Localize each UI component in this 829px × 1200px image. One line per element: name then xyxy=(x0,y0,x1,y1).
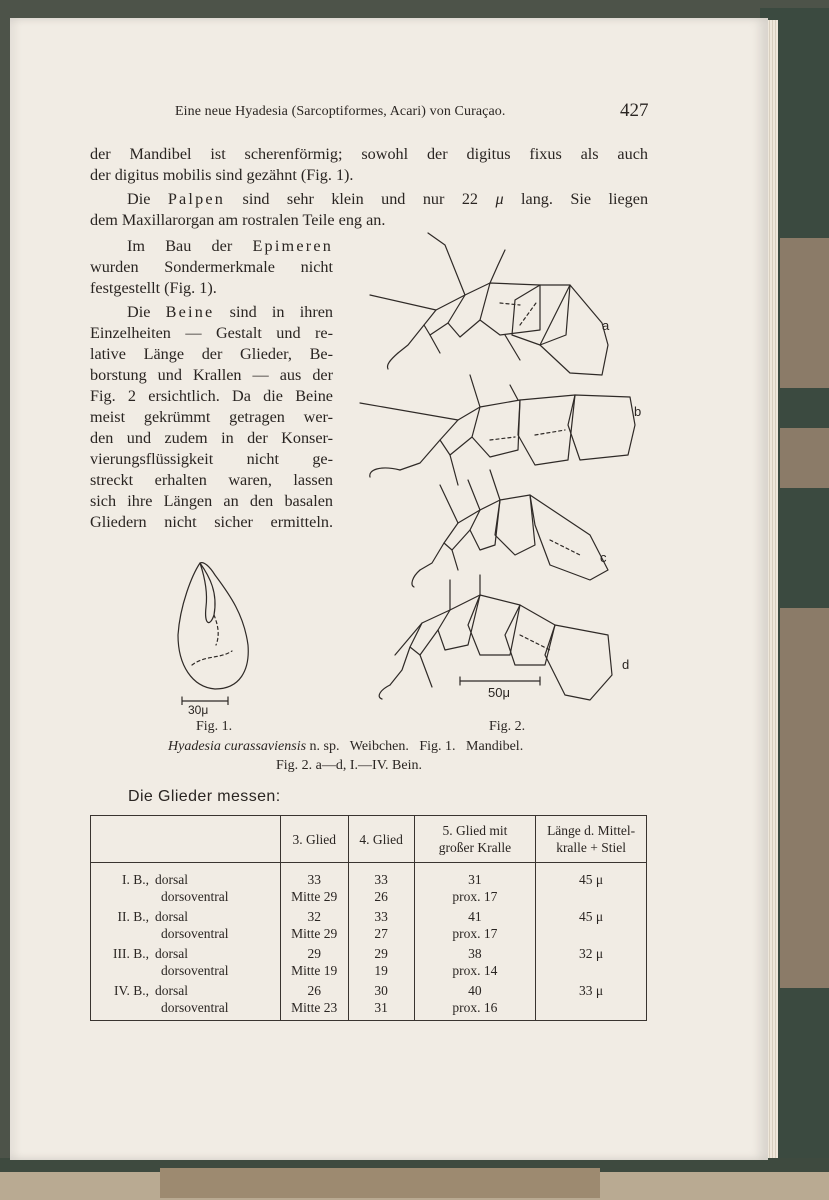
text-line: sich ihre Längen an den basalen xyxy=(90,492,333,510)
table-row xyxy=(91,925,647,942)
table-row xyxy=(91,942,647,962)
text-line xyxy=(90,236,333,257)
cell-glied-4: 31 xyxy=(348,999,414,1021)
table-row xyxy=(91,888,647,905)
leg-number: III. B., xyxy=(113,946,149,961)
scale-label-50: 50μ xyxy=(488,685,510,700)
text-line: wurden Sondermerkmale nicht xyxy=(90,258,333,276)
leg-label-cell xyxy=(91,979,281,999)
text-line: Gliedern nicht sicher ermitteln. xyxy=(90,513,333,531)
text-line: meist gekrümmt getragen wer- xyxy=(90,408,333,426)
term-palpen: Palpen xyxy=(167,190,226,208)
header-glied-5: 5. Glied mit großer Kralle xyxy=(414,816,536,863)
text-line: lative Länge der Glieder, Be- xyxy=(90,345,333,363)
leg-label-cell xyxy=(91,863,281,889)
cell-glied-5: 38 xyxy=(414,942,536,962)
leg-label-cell xyxy=(91,942,281,962)
term-beine: Beine xyxy=(165,303,215,321)
table-row xyxy=(91,863,647,889)
cell-glied-3: 33 xyxy=(280,863,348,889)
cell-glied-3: Mitte 23 xyxy=(280,999,348,1021)
leg-number: IV. B., xyxy=(113,983,149,998)
cell-glied-3: Mitte 29 xyxy=(280,925,348,942)
text-word: Im Bau der xyxy=(127,237,233,255)
running-title: Eine neue Hyadesia (Sarcoptiformes, Acari) von Curaçao. xyxy=(175,104,506,119)
row-label-dorsoventral: dorsoventral xyxy=(161,963,229,978)
figure-caption-line1 xyxy=(168,739,523,755)
book-bottom-edge xyxy=(0,1158,829,1200)
term-epimeren: Epimeren xyxy=(252,237,333,255)
cover-wear xyxy=(780,238,829,388)
row-label-dorsal: dorsal xyxy=(155,946,188,961)
cover-wear xyxy=(780,428,829,488)
row-label-dorsoventral: dorsoventral xyxy=(161,889,229,904)
cover-wear xyxy=(160,1168,600,1198)
header-claw-length: Länge d. Mittel- kralle + Stiel xyxy=(536,816,647,863)
text-word: sind in ihren xyxy=(229,303,334,321)
text-line: festgestellt (Fig. 1). xyxy=(90,279,217,297)
leg-label-d: d xyxy=(622,657,630,672)
species-name: Hyadesia curassaviensis xyxy=(168,739,307,754)
cell-glied-5: prox. 17 xyxy=(414,888,536,905)
leg-number: II. B., xyxy=(117,909,149,924)
measurement-table xyxy=(90,815,647,1021)
leg-label-cell xyxy=(91,962,281,979)
leg-label-cell xyxy=(91,905,281,925)
figure-caption-line2: Fig. 2. a—d, I.—IV. Bein. xyxy=(276,758,422,773)
figure-2-legs xyxy=(340,225,650,715)
leg-label-cell xyxy=(91,999,281,1021)
text-word: lang. Sie liegen xyxy=(521,190,649,208)
fig2-label: Fig. 2. xyxy=(489,719,526,734)
cell-glied-5: 40 xyxy=(414,979,536,999)
text-line xyxy=(90,302,333,323)
caption-text: n. sp. Weibchen. Fig. 1. Mandibel. xyxy=(309,739,524,754)
cell-glied-3: 26 xyxy=(280,979,348,999)
row-label-dorsoventral: dorsoventral xyxy=(161,926,229,941)
scale-bar-50 xyxy=(460,677,540,685)
page-number: 427 xyxy=(620,100,649,121)
row-label-dorsal: dorsal xyxy=(155,909,188,924)
table-row xyxy=(91,999,647,1021)
cell-glied-3: 32 xyxy=(280,905,348,925)
cover-wear xyxy=(780,608,829,988)
cell-glied-5: 31 xyxy=(414,863,536,889)
text-line xyxy=(90,189,648,210)
table-row xyxy=(91,962,647,979)
text-word: sind sehr klein und nur 22 xyxy=(242,190,479,208)
cell-glied-5: 41 xyxy=(414,905,536,925)
leg-a-drawing xyxy=(370,233,608,375)
text-line: Einzelheiten — Gestalt und re- xyxy=(90,324,333,342)
table-row xyxy=(91,979,647,999)
text-line: Fig. 2 ersichtlich. Da die Beine xyxy=(90,387,333,405)
text-line: der digitus mobilis sind gezähnt (Fig. 1). xyxy=(90,166,354,184)
row-label-dorsal: dorsal xyxy=(155,872,188,887)
text-line: den und zudem in der Konser- xyxy=(90,429,333,447)
cell-glied-3: Mitte 29 xyxy=(280,888,348,905)
cell-claw-length: 32 μ xyxy=(536,942,647,962)
text-word: Die xyxy=(127,190,151,208)
cell-glied-3: 29 xyxy=(280,942,348,962)
cell-claw-length: 33 μ xyxy=(536,979,647,999)
fig1-label: Fig. 1. xyxy=(196,719,233,734)
cell-glied-4: 19 xyxy=(348,962,414,979)
cell-glied-4: 29 xyxy=(348,942,414,962)
text-line: der Mandibel ist scherenförmig; sowohl der digitus fixus als auch xyxy=(90,145,648,163)
measure-heading: Die Glieder messen: xyxy=(128,788,281,805)
cell-glied-3: Mitte 19 xyxy=(280,962,348,979)
cell-claw-length: 45 μ xyxy=(536,905,647,925)
leg-label-a: a xyxy=(602,318,610,333)
table-body xyxy=(91,863,647,1021)
cell-glied-5: prox. 14 xyxy=(414,962,536,979)
leg-number: I. B., xyxy=(122,872,149,887)
cell-claw-length: 45 μ xyxy=(536,863,647,889)
cell-glied-4: 30 xyxy=(348,979,414,999)
header-glied-3: 3. Glied xyxy=(280,816,348,863)
cell-glied-4: 27 xyxy=(348,925,414,942)
cell-glied-5: prox. 16 xyxy=(414,999,536,1021)
scale-label-30: 30μ xyxy=(188,703,209,717)
text-line: borstung und Krallen — aus der xyxy=(90,366,333,384)
text-word: Die xyxy=(127,303,151,321)
header-leg xyxy=(91,816,281,863)
leg-label-cell xyxy=(91,888,281,905)
table-header-row xyxy=(91,816,647,863)
row-label-dorsoventral: dorsoventral xyxy=(161,1000,229,1015)
cell-glied-4: 33 xyxy=(348,863,414,889)
cell-empty xyxy=(536,999,647,1021)
leg-b-drawing xyxy=(360,375,635,485)
cell-glied-4: 26 xyxy=(348,888,414,905)
cell-empty xyxy=(536,888,647,905)
leg-c-drawing xyxy=(412,470,608,587)
cell-empty xyxy=(536,962,647,979)
unit-mu: μ xyxy=(495,190,504,208)
cell-empty xyxy=(536,925,647,942)
leg-label-c: c xyxy=(600,550,607,565)
text-line: vierungsflüssigkeit nicht ge- xyxy=(90,450,333,468)
leg-label-b: b xyxy=(634,404,642,419)
text-line: streckt erhalten waren, lassen xyxy=(90,471,333,489)
table-row xyxy=(91,905,647,925)
header-glied-4: 4. Glied xyxy=(348,816,414,863)
cell-glied-5: prox. 17 xyxy=(414,925,536,942)
figure-1-mandible xyxy=(170,555,260,705)
text-line: dem Maxillarorgan am rostralen Teile eng an. xyxy=(90,211,386,229)
cell-glied-4: 33 xyxy=(348,905,414,925)
row-label-dorsal: dorsal xyxy=(155,983,188,998)
leg-label-cell xyxy=(91,925,281,942)
